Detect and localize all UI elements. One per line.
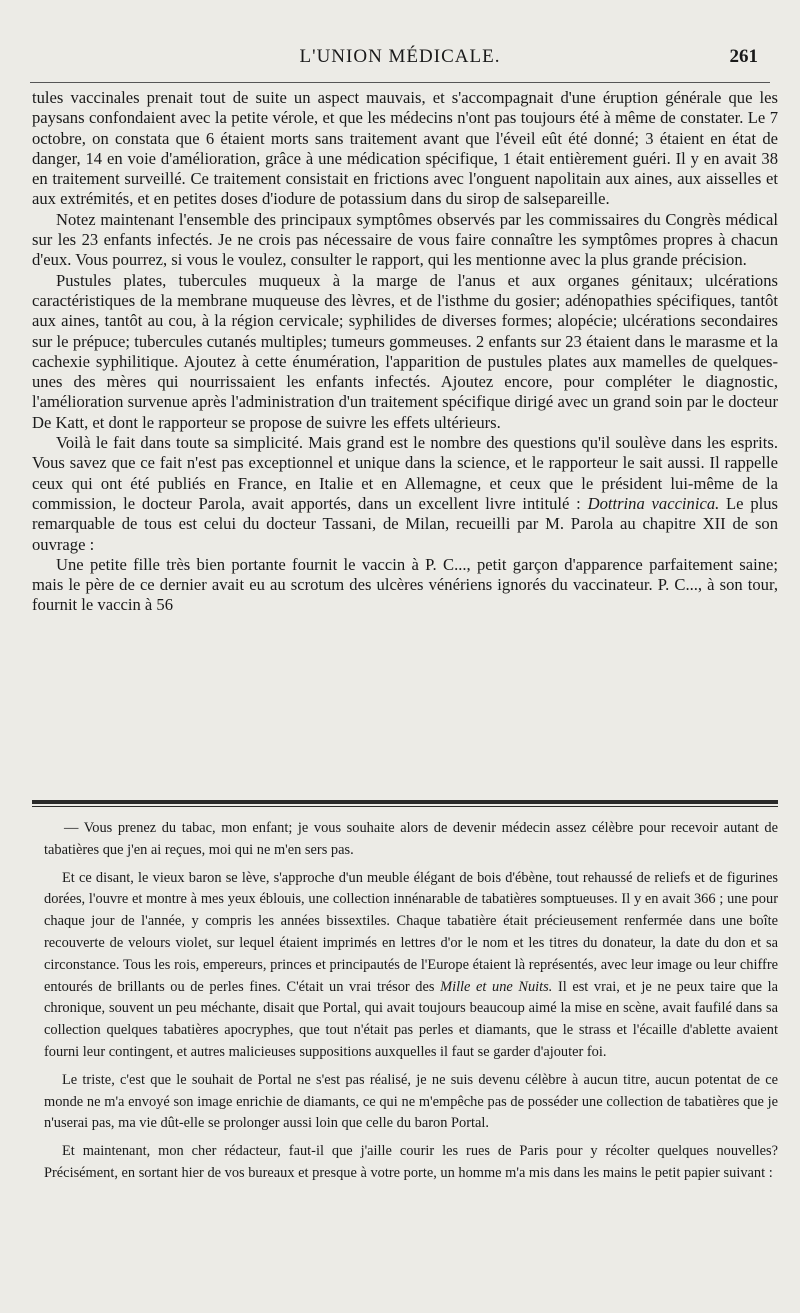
feuilleton-paragraph-1: — Vous prenez du tabac, mon enfant; je vous souhaite alors de devenir médecin assez célèbre pour recevoir autant de tabatières que j'en ai reçues, moi qui ne m'en sers pas. <box>44 820 778 858</box>
feuilleton-book-title: Mille et une Nuits. <box>440 978 553 995</box>
book-title: Dottrina vaccinica. <box>587 493 720 513</box>
paragraph-3: Pustules plates, tubercules muqueux à la marge de l'anus et aux organes génitaux; ulcérations caractéristiques de la membrane muqueuse des lèvres, et de l'isthme du gosier; adénopathies spécifiques, tantôt aux aines, tantôt au cou, à la région cervicale; syphilides de diverses formes; alopécie; ulcérations secondaires sur le prépuce; tubercules cutanés multiples; tumeurs gommeuses. 2 enfants sur 23 étaient dans le marasme et la cachexie syphilitique. Ajoutez à cette énumération, l'apparition de pustules plates aux mamelles de quelques-unes des mères qui nourrissaient les enfants infectés. Ajoutez encore, pour compléter le diagnostic, l'amélioration survenue après l'administration d'un traitement spécifique dirigé avec un grand soin par le docteur De Katt, et dont le rapporteur se propose de suivre les effets ultérieurs. <box>32 270 778 432</box>
paragraph-1: tules vaccinales prenait tout de suite un aspect mauvais, et s'accompagnait d'une éruption générale que les paysans confondaient avec la petite vérole, et que les médecins n'ont pas toujours été à même de constater. Le 7 octobre, on constata que 6 étaient morts sans traitement avant que l'éveil eût été donné; 3 étaient en état de danger, 14 en voie d'amélioration, grâce à une médication spécifique, 1 était entièrement guéri. Il y en avait 38 en traitement surveillé. Ce traitement consistait en frictions avec l'onguent napolitain aux aines, aux aisselles et aux extrémités, et en petites doses d'iodure de potassium dans du sirop de salsepareille. <box>32 88 778 209</box>
feuilleton-paragraph-2-text-a: Et ce disant, le vieux baron se lève, s'approche d'un meuble élégant de bois d'ébène, tout rehaussé de reliefs et de figurines dorées, l'ouvre et montre à mes yeux éblouis, une collection innénarable de tabatières somptueuses. Il y en avait 366 ; une pour chaque jour de l'année, y compris les années bissextiles. Chaque tabatière était précieusement renfermée dans une boîte recouverte de velours violet, sur lequel étaient imprimés en lettres d'or le nom et les titres du donateur, la date du don et sa circonstance. Tous les rois, empereurs, princes et principautés de l'Europe étaient là représentés, avec leur image ou leur chiffre entourés de brillants ou de perles fines. C'était un vrai trésor des <box>44 869 778 995</box>
paragraph-4 <box>32 433 778 555</box>
header-rule <box>30 82 770 83</box>
feuilleton-paragraph-2 <box>44 868 778 1064</box>
feuilleton-paragraph-2-text-b: Il est vrai, et je ne peux taire que la chronique, souvent un peu méchante, disait que Portal, qui avait toujours beaucoup aimé la mise en scène, avait faufilé dans sa collection quelques tabatières apocryphes, que tout n'était pas perles et diamants, que le strass et l'écaille d'ablette avaient fourni leur contingent, et autres malicieuses suppositions auxquelles il faut se garder d'ajouter foi. <box>44 978 778 1060</box>
feuilleton-section <box>44 818 778 1191</box>
paragraph-5: Une petite fille très bien portante fournit le vaccin à P. C..., petit garçon d'apparence parfaitement saine; mais le père de ce dernier avait eu au scrotum des ulcères vénériens ignorés du vaccinateur. P. C..., à son tour, fournit le vaccin à 56 <box>32 554 778 615</box>
page-number: 261 <box>729 46 758 67</box>
feuilleton-paragraph-4: Et maintenant, mon cher rédacteur, faut-il que j'aille courir les rues de Paris pour y récolter quelques nouvelles? Précisément, en sortant hier de vos bureaux et presque à votre porte, un homme m'a mis dans les mains le petit papier suivant : <box>44 1143 778 1181</box>
separator-thin-line <box>32 806 778 807</box>
feuilleton-separator <box>32 800 778 807</box>
main-article <box>32 88 778 616</box>
paragraph-4-text-b: Le plus remarquable de tous est celui du docteur Tassani, de Milan, recueilli par M. Parola au chapitre XII de son ouvrage : <box>32 493 778 554</box>
page-header <box>30 46 770 76</box>
separator-thick-line <box>32 800 778 804</box>
feuilleton-paragraph-3: Le triste, c'est que le souhait de Portal ne s'est pas réalisé, je ne suis devenu célèbre à aucun titre, aucun potentat de ce monde ne m'a envoyé son image enrichie de diamants, ce qui ne m'empêche pas de posséder une collection de tabatières que je n'userai pas, ma vie dût-elle se prolonger aussi loin que celle du baron Portal. <box>44 1071 778 1132</box>
paragraph-2: Notez maintenant l'ensemble des principaux symptômes observés par les commissaires du Congrès médical sur les 23 enfants infectés. Je ne crois pas nécessaire de vous faire connaître les symptômes propres à chacun d'eux. Vous pourrez, si vous le voulez, consulter le rapport, qui les mentionne avec la plus grande précision. <box>32 209 778 270</box>
running-title: L'UNION MÉDICALE. <box>299 46 501 67</box>
paragraph-4-text-a: Voilà le fait dans toute sa simplicité. Mais grand est le nombre des questions qu'il soulève dans les esprits. Vous savez que ce fait n'est pas exceptionnel et unique dans la science, et le rapporteur le sait aussi. Il rappelle ceux qui ont été publiés en France, en Italie et en Allemagne, et ceux que le président lui-même de la commission, le docteur Parola, avait apportés, dans un excellent livre intitulé : <box>32 433 778 513</box>
